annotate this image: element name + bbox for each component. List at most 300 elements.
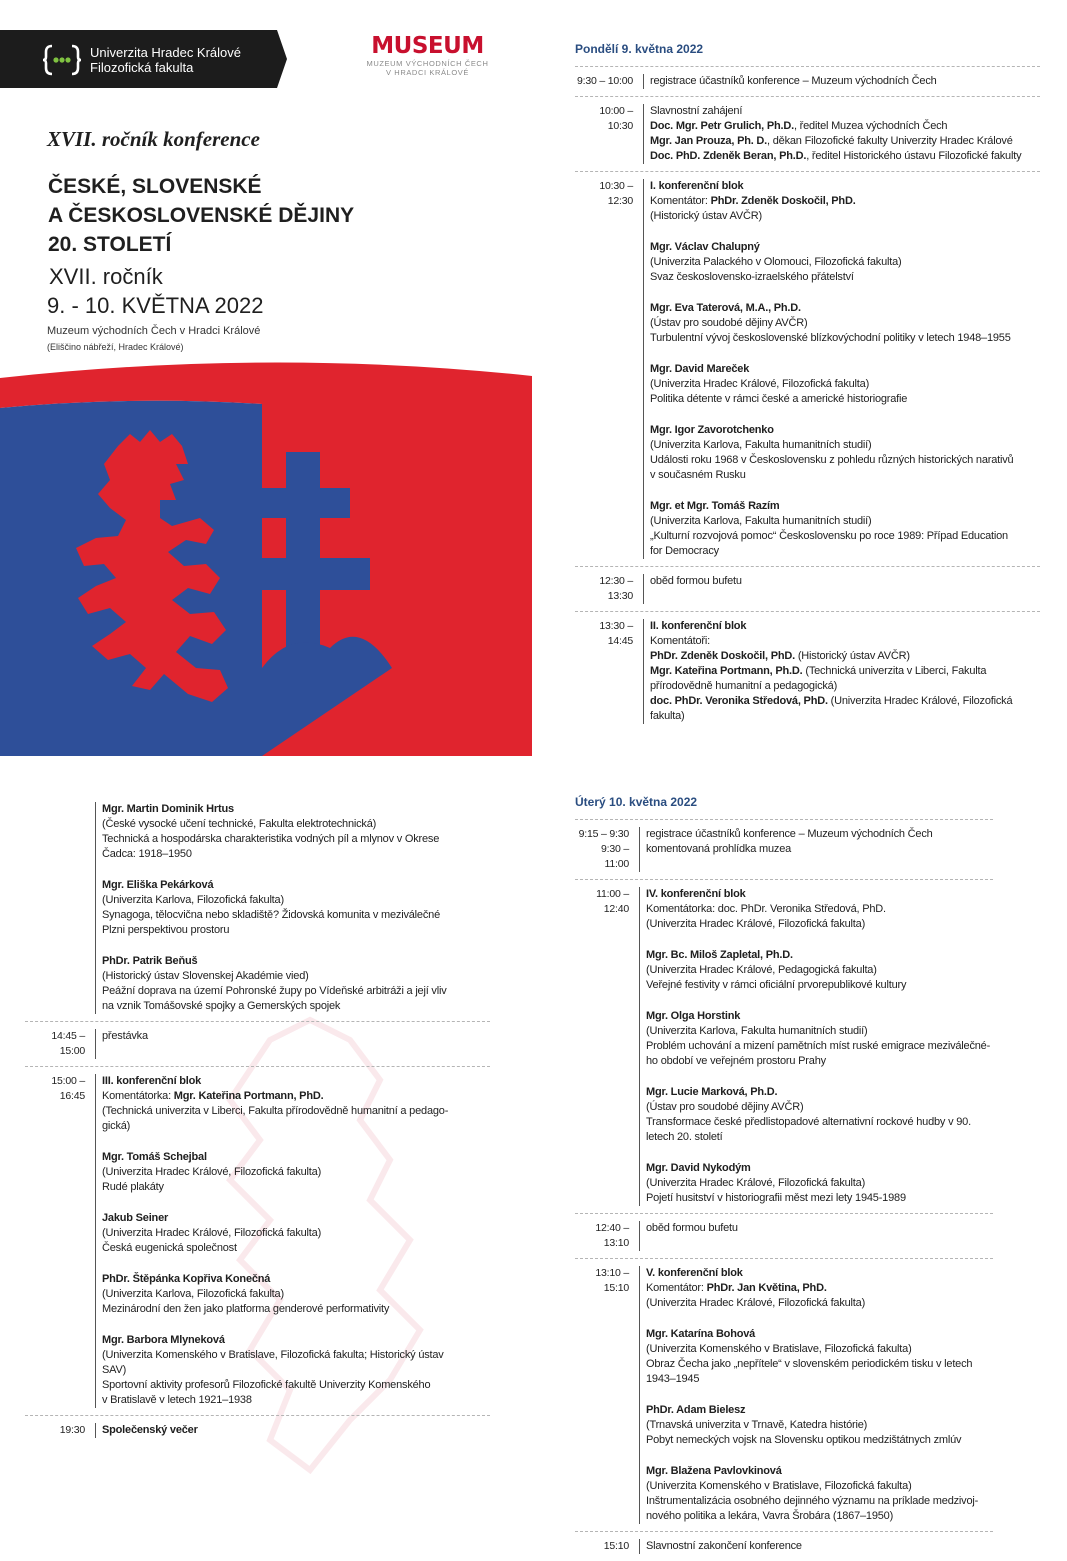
session-line [646, 1009, 993, 1024]
spacer [646, 1387, 993, 1403]
session-text: registrace účastníků konference – Muzeum východních Čech [646, 828, 933, 840]
time-cell [575, 74, 643, 89]
session-line [646, 1539, 993, 1554]
session-text: Komentátorka: doc. PhDr. Veronika Středová, PhD. [646, 903, 886, 915]
session-text: (Univerzita Hradec Králové, Filozofická fakulta) [102, 1166, 322, 1178]
session-line [650, 194, 1040, 209]
session-line [650, 270, 1040, 285]
session-text: (Univerzita Karlova, Filozofická fakulta) [102, 894, 284, 906]
university-logo-icon [42, 42, 82, 78]
session-content [639, 1221, 993, 1251]
session-line [102, 908, 490, 923]
session-text: (Univerzita Komenského v Bratislave, Filozofická fakulta) [646, 1480, 912, 1492]
session-content [643, 179, 1040, 559]
session-text: SAV) [102, 1364, 127, 1376]
session-line [646, 842, 993, 857]
speaker-name: Doc. PhD. Zdeněk Beran, Ph.D. [650, 150, 807, 162]
time-label: 19:30 [59, 1424, 85, 1436]
speaker-name: Mgr. Olga Horstink [646, 1010, 741, 1022]
session-text: (Univerzita Hradec Králové, Filozofická [827, 695, 1013, 707]
speaker-name: PhDr. Štěpánka Kopřiva Konečná [102, 1273, 271, 1285]
schedule-row [575, 96, 1040, 171]
speaker-name: Mgr. Kateřina Portmann, PhD. [173, 1090, 324, 1102]
museum-logo-sub-1: MUZEUM VÝCHODNÍCH ČECH [366, 59, 489, 68]
spacer [646, 1145, 993, 1161]
session-text: (Univerzita Hradec Králové, Pedagogická fakulta) [646, 964, 877, 976]
spacer [646, 932, 993, 948]
session-line [646, 1221, 993, 1236]
session-text: Mezinárodní den žen jako platforma genderové performativity [102, 1303, 390, 1315]
session-text: (Univerzita Hradec Králové, Filozofická fakulta) [650, 378, 870, 390]
session-line [650, 649, 1040, 664]
session-line [646, 917, 993, 932]
conference-address: (Eliščino nábřeží, Hradec Králové) [47, 342, 184, 352]
session-text: (Univerzita Palackého v Olomouci, Filozofická fakulta) [650, 256, 902, 268]
conference-title [48, 172, 468, 259]
session-line [102, 999, 490, 1014]
session-line [650, 392, 1040, 407]
session-text: Komentátorka: [102, 1090, 174, 1102]
program-page-top [0, 0, 1067, 757]
session-text: registrace účastníků konference – Muzeum východních Čech [650, 75, 937, 87]
session-line [650, 574, 1040, 589]
session-line [650, 301, 1040, 316]
time-label: 13:10 – 15:10 [595, 1267, 629, 1294]
session-text: (Technická univerzita v Liberci, Fakulta přírodovědně humanitní a pedago- [102, 1105, 449, 1117]
session-content [643, 619, 1040, 724]
session-line [650, 179, 1040, 194]
session-line [102, 1287, 490, 1302]
speaker-name: PhDr. Zdeněk Doskočil, PhD. [710, 195, 856, 207]
session-line [650, 634, 1040, 649]
schedule-row [575, 1258, 993, 1531]
session-line [102, 832, 490, 847]
session-line [650, 362, 1040, 377]
session-line [102, 1074, 490, 1089]
session-line [102, 1241, 490, 1256]
session-text: (Univerzita Komenského v Bratislave, Filozofická fakulta) [646, 1343, 912, 1355]
time-label: 14:45 – 15:00 [51, 1030, 85, 1057]
session-text: nového politika a lekára, Vavra Šrobára (1867–1950) [646, 1510, 894, 1522]
speaker-name: V. konferenční blok [646, 1267, 743, 1279]
session-line [102, 847, 490, 862]
speaker-name: Mgr. Blažena Pavlovkinová [646, 1465, 782, 1477]
session-line [646, 1342, 993, 1357]
session-text: , ředitel Historického ústavu Filozofické fakulty [806, 150, 1022, 162]
schedule-row [575, 611, 1040, 731]
session-line [646, 1479, 993, 1494]
session-text: přírodovědně humanitní a pedagogická) [650, 680, 838, 692]
session-text: Turbulentní vývoj československé blízkovýchodní politiky v letech 1948–1955 [650, 332, 1011, 344]
session-text: Problém uchování a mizení pamětních míst ruské emigrace meziválečné- [646, 1040, 991, 1052]
session-text: (Univerzita Hradec Králové, Filozofická fakulta) [102, 1227, 322, 1239]
session-content [95, 1423, 490, 1438]
conference-title-line-2: A ČESKOSLOVENSKÉ DĚJINY [48, 204, 355, 227]
time-label: 9:30 – 10:00 [577, 75, 633, 87]
time-cell [575, 574, 643, 604]
session-line [646, 1266, 993, 1281]
day-heading-monday: Pondělí 9. května 2022 [575, 42, 704, 56]
session-line [646, 1418, 993, 1433]
session-line [646, 1024, 993, 1039]
speaker-name: Mgr. Lucie Marková, Ph.D. [646, 1086, 778, 1098]
session-text: Čadca: 1918–1950 [102, 848, 192, 860]
session-text: (Univerzita Hradec Králové, Filozofická fakulta) [646, 1177, 866, 1189]
time-cell [575, 827, 639, 872]
session-line [102, 817, 490, 832]
schedule-row [575, 1531, 993, 1561]
session-text: Česká eugenická společnost [102, 1242, 237, 1254]
spacer [646, 1311, 993, 1327]
session-line [646, 1372, 993, 1387]
session-text: Rudé plakáty [102, 1181, 164, 1193]
session-text: Slavnostní zakončení konference [646, 1540, 802, 1552]
time-cell [25, 802, 95, 1014]
session-line [646, 1357, 993, 1372]
session-text: , děkan Filozofické fakulty Univerzity Hradec Králové [767, 135, 1013, 147]
session-line [646, 1191, 993, 1206]
time-label: 11:00 – 12:40 [596, 888, 629, 915]
session-line [102, 1348, 490, 1363]
university-line-2: Filozofická fakulta [90, 60, 194, 75]
schedule-monday-continued [25, 795, 490, 1445]
speaker-name: Mgr. Igor Zavorotchenko [650, 424, 774, 436]
session-line [650, 453, 1040, 468]
spacer [646, 1448, 993, 1464]
time-label: 15:00 – 16:45 [51, 1075, 85, 1102]
session-text: Svaz československo-izraelského přátelství [650, 271, 854, 283]
time-label: 12:30 – 13:30 [599, 575, 633, 602]
session-line [646, 1115, 993, 1130]
speaker-name: Mgr. Barbora Mlyneková [102, 1334, 225, 1346]
session-line [646, 963, 993, 978]
schedule-row [575, 66, 1040, 96]
session-line [650, 119, 1040, 134]
time-label: 9:30 – 11:00 [601, 843, 629, 870]
session-text: Veřejné festivity v rámci oficiální prvorepublikové kultury [646, 979, 907, 991]
schedule-monday [575, 42, 1040, 731]
session-line [650, 377, 1040, 392]
session-line [102, 1104, 490, 1119]
session-line [650, 209, 1040, 224]
museum-logo [360, 33, 495, 85]
conference-title-line-1: ČESKÉ, SLOVENSKÉ [48, 175, 262, 198]
session-line [650, 468, 1040, 483]
session-text: „Kulturní rozvojová pomoc“ Československu po roce 1989: Případ Education [650, 530, 1008, 542]
session-line [650, 316, 1040, 331]
session-line [646, 948, 993, 963]
session-text: (Univerzita Hradec Králové, Filozofická fakulta) [646, 1297, 866, 1309]
session-line [646, 1085, 993, 1100]
session-text: komentovaná prohlídka muzea [646, 843, 792, 855]
schedule-row [575, 171, 1040, 566]
session-text: (Univerzita Karlova, Fakulta humanitních studií) [646, 1025, 868, 1037]
session-line [650, 514, 1040, 529]
schedule-row [575, 1213, 993, 1258]
session-line [650, 74, 1040, 89]
session-line [646, 978, 993, 993]
session-text: Slavnostní zahájení [650, 105, 743, 117]
session-content [95, 802, 490, 1014]
spacer [102, 938, 490, 954]
session-line [102, 893, 490, 908]
session-text: Obraz Čecha jako „nepřítele“ v slovenském periodickém tisku v letech [646, 1358, 973, 1370]
session-line [646, 1494, 993, 1509]
conference-edition: XVII. ročník konference [47, 127, 260, 151]
session-content [95, 1029, 490, 1059]
museum-logo-sub-2: V HRADCI KRÁLOVÉ [386, 68, 469, 77]
session-text: Komentátor: [646, 1282, 707, 1294]
session-line [102, 969, 490, 984]
session-line [650, 104, 1040, 119]
session-line [646, 1327, 993, 1342]
time-cell [575, 1221, 639, 1251]
session-text: Politika détente v rámci české a americké historiografie [650, 393, 908, 405]
session-line [646, 1039, 993, 1054]
speaker-name: IV. konferenční blok [646, 888, 746, 900]
session-line [650, 544, 1040, 559]
session-text: (Trnavská univerzita v Trnavě, Katedra histórie) [646, 1419, 868, 1431]
session-line [646, 902, 993, 917]
schedule-tuesday [575, 795, 993, 1561]
session-line [646, 1130, 993, 1145]
speaker-name: Mgr. et Mgr. Tomáš Razím [650, 500, 780, 512]
session-line [102, 1119, 490, 1134]
session-line [650, 240, 1040, 255]
session-line [102, 1423, 490, 1438]
session-text: letech 20. století [646, 1131, 723, 1143]
session-line [650, 438, 1040, 453]
time-cell [575, 1266, 639, 1524]
session-content [643, 574, 1040, 604]
flag-emblem-illustration [0, 368, 532, 756]
session-line [650, 149, 1040, 164]
time-label: 10:00 – 10:30 [599, 105, 633, 132]
spacer [646, 993, 993, 1009]
session-text: (Historický ústav AVČR) [794, 650, 910, 662]
session-text: (Ústav pro soudobé dějiny AVČR) [646, 1101, 804, 1113]
time-cell [575, 619, 643, 724]
session-line [646, 1281, 993, 1296]
session-line [650, 529, 1040, 544]
session-line [650, 679, 1040, 694]
spacer [650, 285, 1040, 301]
session-line [650, 331, 1040, 346]
spacer [102, 1195, 490, 1211]
university-name [90, 45, 241, 75]
speaker-name: Mgr. Kateřina Portmann, Ph.D. [650, 665, 803, 677]
session-line [650, 619, 1040, 634]
session-text: Transformace české předlistopadové alternativní rockové hudby v 90. [646, 1116, 971, 1128]
conference-year-edition: XVII. ročník [49, 264, 163, 289]
session-line [646, 1433, 993, 1448]
speaker-name: doc. PhDr. Veronika Středová, PhD. [650, 695, 828, 707]
speaker-name: Mgr. Martin Dominik Hrtus [102, 803, 234, 815]
schedule-row [25, 795, 490, 1021]
session-text: ho období ve veřejném prostoru Prahy [646, 1055, 826, 1067]
session-line [646, 1509, 993, 1524]
session-line [102, 923, 490, 938]
session-line [102, 1363, 490, 1378]
speaker-name: PhDr. Adam Bielesz [646, 1404, 746, 1416]
time-cell [25, 1423, 95, 1438]
session-line [102, 1378, 490, 1393]
session-text: přestávka [102, 1030, 148, 1042]
session-line [102, 1029, 490, 1044]
session-text: Komentátor: [650, 195, 711, 207]
session-content [643, 74, 1040, 89]
session-line [646, 1296, 993, 1311]
schedule-row [575, 819, 993, 879]
session-text: 1943–1945 [646, 1373, 700, 1385]
session-text: Plzni perspektivou prostoru [102, 924, 230, 936]
session-text: fakulta) [650, 710, 685, 722]
session-text: (Univerzita Karlova, Fakulta humanitních studií) [650, 515, 872, 527]
session-text: na vznik Tomášovské spojky a Gemerských spojek [102, 1000, 341, 1012]
session-line [102, 954, 490, 969]
spacer [650, 407, 1040, 423]
session-text: (Historický ústav AVČR) [650, 210, 762, 222]
speaker-name: Doc. Mgr. Petr Grulich, Ph.D. [650, 120, 794, 132]
schedule-row [575, 879, 993, 1213]
schedule-row [575, 566, 1040, 611]
schedule-row [25, 1066, 490, 1415]
time-label: 12:40 – 13:10 [595, 1222, 629, 1249]
session-line [646, 1054, 993, 1069]
session-line [102, 984, 490, 999]
time-label: 10:30 – 12:30 [599, 180, 633, 207]
time-cell [25, 1074, 95, 1408]
session-line [646, 1100, 993, 1115]
speaker-name: Mgr. David Mareček [650, 363, 750, 375]
session-line [102, 1165, 490, 1180]
session-text: gická) [102, 1120, 131, 1132]
session-line [646, 827, 993, 842]
session-text: for Democracy [650, 545, 719, 557]
time-cell [575, 104, 643, 164]
university-line-1: Univerzita Hradec Králové [90, 45, 242, 60]
session-content [639, 1539, 993, 1554]
session-text: Události roku 1968 v Československu z pohledu různých historických narativů [650, 454, 1014, 466]
conference-title-line-3: 20. STOLETÍ [48, 233, 172, 256]
session-text: Technická a hospodárska charakteristika vodných píl a mlynov v Okrese [102, 833, 440, 845]
museum-logo-name: MUSEUM [371, 33, 484, 59]
session-text: Synagoga, tělocvična nebo skladiště? Židovská komunita v meziválečné [102, 909, 440, 921]
session-text: (České vysocké učení technické, Fakulta elektrotechnická) [102, 818, 377, 830]
day-heading-tuesday: Úterý 10. května 2022 [575, 795, 698, 809]
speaker-name: PhDr. Zdeněk Doskočil, PhD. [650, 650, 795, 662]
schedule-row [25, 1415, 490, 1445]
session-line [646, 1176, 993, 1191]
session-text: Peážní doprava na území Pohronské župy po Vídeňské arbitráži a její vliv [102, 985, 447, 997]
session-line [102, 1089, 490, 1104]
speaker-name: Mgr. Václav Chalupný [650, 241, 760, 253]
conference-dates: 9. - 10. KVĚTNA 2022 [47, 293, 264, 318]
session-line [646, 1464, 993, 1479]
spacer [102, 862, 490, 878]
time-cell [575, 1539, 639, 1554]
session-line [646, 887, 993, 902]
session-line [102, 1150, 490, 1165]
time-label: 9:15 – 9:30 [578, 828, 629, 840]
session-line [102, 878, 490, 893]
session-text: oběd formou bufetu [646, 1222, 738, 1234]
session-text: (Univerzita Karlova, Filozofická fakulta) [102, 1288, 284, 1300]
session-text: (Univerzita Komenského v Bratislave, Filozofická fakulta; Historický ústav [102, 1349, 444, 1361]
session-text: (Univerzita Karlova, Fakulta humanitních studií) [650, 439, 872, 451]
time-cell [575, 179, 643, 559]
session-line [646, 1161, 993, 1176]
speaker-name: Mgr. Tomáš Schejbal [102, 1151, 207, 1163]
spacer [650, 483, 1040, 499]
session-line [102, 1226, 490, 1241]
session-line [102, 1333, 490, 1348]
session-content [639, 887, 993, 1206]
time-cell [25, 1029, 95, 1059]
session-line [102, 1180, 490, 1195]
speaker-name: PhDr. Patrik Beňuš [102, 955, 198, 967]
session-text: (Ústav pro soudobé dějiny AVČR) [650, 317, 808, 329]
speaker-name: Společenský večer [102, 1424, 198, 1436]
speaker-name: Mgr. David Nykodým [646, 1162, 751, 1174]
session-text: Inštrumentalizácia osobného dejinného významu na príklade medzivoj- [646, 1495, 979, 1507]
schedule-row [25, 1021, 490, 1066]
session-line [102, 1302, 490, 1317]
speaker-name: PhDr. Jan Květina, PhD. [706, 1282, 827, 1294]
speaker-name: I. konferenční blok [650, 180, 744, 192]
speaker-name: Mgr. Eliška Pekárková [102, 879, 214, 891]
spacer [650, 346, 1040, 362]
session-line [650, 499, 1040, 514]
session-content [643, 104, 1040, 164]
spacer [650, 224, 1040, 240]
speaker-name: Mgr. Jan Prouza, Ph. D. [650, 135, 768, 147]
spacer [646, 1069, 993, 1085]
session-text: (Historický ústav Slovenskej Akadémie vied) [102, 970, 309, 982]
speaker-name: Mgr. Katarína Bohová [646, 1328, 756, 1340]
session-text: Sportovní aktivity profesorů Filozofické fakultě Univerzity Komenského [102, 1379, 431, 1391]
session-text: v Bratislavě v letech 1921–1938 [102, 1394, 252, 1406]
time-label: 15:10 [603, 1540, 629, 1552]
time-cell [575, 887, 639, 1206]
session-line [650, 134, 1040, 149]
session-text: , ředitel Muzea východních Čech [793, 120, 948, 132]
speaker-name: II. konferenční blok [650, 620, 747, 632]
speaker-name: III. konferenční blok [102, 1075, 202, 1087]
session-text: (Univerzita Hradec Králové, Filozofická fakulta) [646, 918, 866, 930]
spacer [102, 1317, 490, 1333]
session-line [650, 255, 1040, 270]
session-content [95, 1074, 490, 1408]
session-line [650, 664, 1040, 679]
session-line [650, 423, 1040, 438]
time-label: 13:30 – 14:45 [599, 620, 633, 647]
speaker-name: Jakub Seiner [102, 1212, 169, 1224]
spacer [102, 1256, 490, 1272]
session-text: Pobyt nemeckých vojsk na Slovensku optikou medzištátnych zmlúv [646, 1434, 962, 1446]
conference-venue: Muzeum východních Čech v Hradci Králové [47, 325, 261, 337]
speaker-name: Mgr. Eva Taterová, M.A., Ph.D. [650, 302, 801, 314]
session-text: oběd formou bufetu [650, 575, 742, 587]
session-line [650, 694, 1040, 709]
session-line [646, 1403, 993, 1418]
session-text: v současném Rusku [650, 469, 746, 481]
session-content [639, 827, 993, 872]
session-content [639, 1266, 993, 1524]
session-text: Pojetí husitství v historiografii měst mezi lety 1945-1989 [646, 1192, 906, 1204]
session-line [102, 1393, 490, 1408]
speaker-name: Mgr. Bc. Miloš Zapletal, Ph.D. [646, 949, 793, 961]
